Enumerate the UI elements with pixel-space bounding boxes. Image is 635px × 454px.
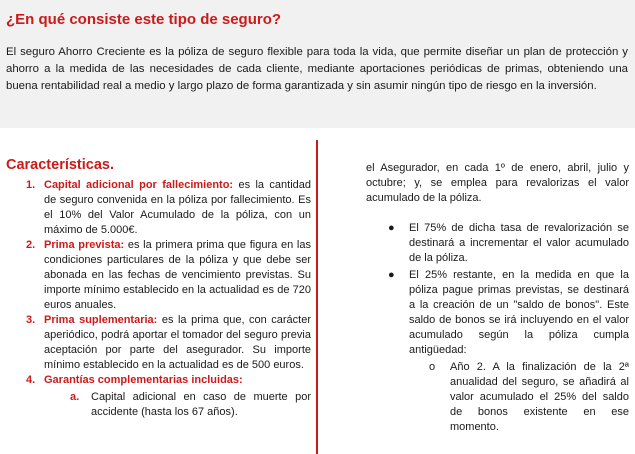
feature-item: [6, 313, 311, 373]
item-text: es la primera prima que figura en las condiciones particulares de la póliza y que debe ser abonada en las fechas de vencimiento previstas. Su importe mínimo establecido en la actualidad es de 720 euros anuales.: [44, 239, 311, 311]
item-lead: Garantías complementarias incluidas:: [44, 374, 243, 386]
bullet-text: El 25% restante, en la medida en que la póliza pague primas previstas, se destinará a la creación de un "saldo de bonos". Este saldo de bonos se irá incluyendo en el valor acumulado según la póliza cumpla antigüedad:: [409, 269, 629, 356]
feature-item: [6, 178, 311, 238]
sub-bullet-text: Año 2. A la finalización de la 2ª anualidad del seguro, se añadirá al valor acumulado el 25% del saldo de bonos existente en ese momento.: [450, 361, 629, 433]
continuation-paragraph: el Asegurador, en cada 1º de enero, abril, julio y octubre; y, se emplea para revalorizas el valor acumulado de la póliza.: [366, 162, 629, 204]
features-heading: Características.: [6, 157, 115, 173]
bullet-list: [366, 221, 629, 435]
right-column: [366, 161, 629, 435]
feature-item: [6, 238, 311, 313]
item-lead: Capital adicional por fallecimiento:: [44, 179, 234, 191]
sub-bullet-item: [366, 360, 629, 435]
item-text: es la cantidad de seguro convenida en la póliza por fallecimiento. Es el 10% del Valor Acumulado de la póliza, con un máximo de 5.000€.: [44, 179, 311, 236]
feature-item: [6, 373, 311, 388]
bullet-text: El 75% de dicha tasa de revalorización se destinará a incrementar el valor acumulado de la póliza.: [409, 222, 629, 264]
item-lead: Prima prevista:: [44, 239, 125, 251]
item-number: 2.: [26, 239, 36, 251]
bullet-icon: ●: [388, 269, 395, 281]
bullet-item: [366, 268, 629, 358]
column-divider: [316, 140, 318, 454]
subitem-letter: a.: [70, 391, 80, 403]
bullet-icon: ●: [388, 222, 395, 234]
item-number: 4.: [26, 374, 36, 386]
item-number: 1.: [26, 179, 36, 191]
item-number: 3.: [26, 314, 36, 326]
page-title: ¿En qué consiste este tipo de seguro?: [6, 11, 282, 28]
feature-subitem: [6, 390, 311, 420]
subitem-text: Capital adicional en caso de muerte por accidente (hasta los 67 años).: [91, 391, 311, 418]
features-column: [6, 158, 311, 420]
item-text: es la prima que, con carácter aperiódico, podrá aportar el tomador del seguro previa aceptación por parte del asegurador. Su importe mínimo establecido en la actualidad es de 500 euros.: [44, 314, 312, 371]
bullet-item: [366, 221, 629, 266]
intro-paragraph: El seguro Ahorro Creciente es la póliza de seguro flexible para toda la vida, que permite diseñar un plan de protección y ahorro a la medida de las necesidades de cada cliente, mediante aportaciones periódicas de primas, obteniendo una buena rentabilidad real a medio y largo plazo de forma garantizada y sin asumir ningún tipo de riesgo en la inversión.: [6, 46, 628, 92]
circle-bullet-icon: o: [429, 361, 436, 373]
item-lead: Prima suplementaria:: [44, 314, 158, 326]
